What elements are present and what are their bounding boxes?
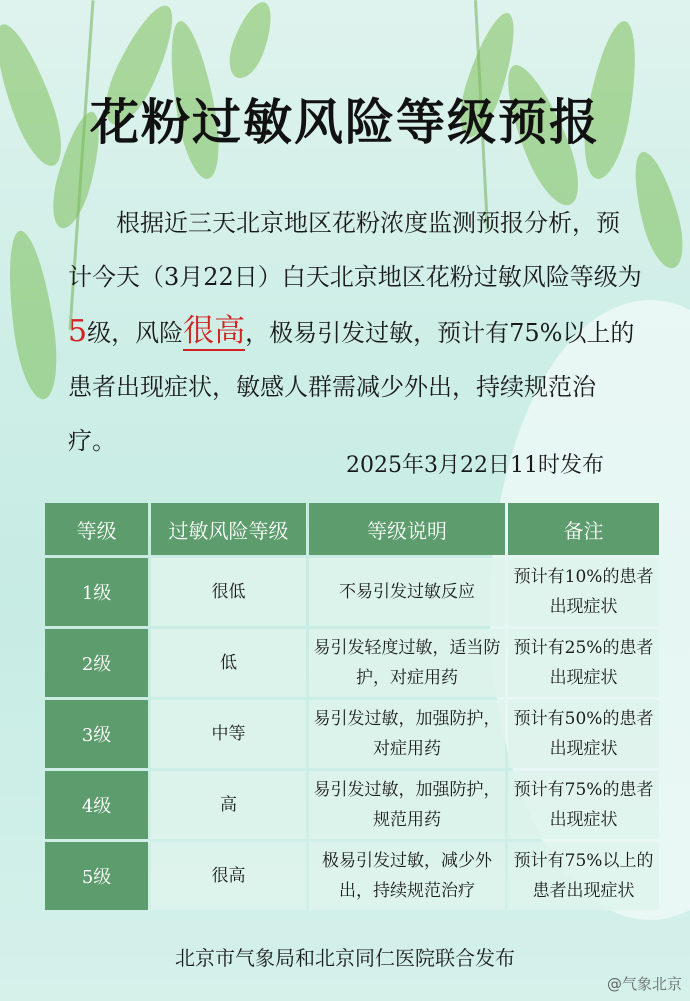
description-cell: 不易引发过敏反应 — [309, 558, 505, 626]
column-header: 等级说明 — [309, 503, 505, 555]
table-row — [45, 629, 659, 697]
note-cell: 预计有10%的患者出现症状 — [508, 558, 659, 626]
risk-cell: 中等 — [151, 700, 306, 768]
level-cell: 3级 — [45, 700, 148, 768]
risk-cell: 高 — [151, 771, 306, 839]
column-header: 备注 — [508, 503, 659, 555]
page-title: 花粉过敏风险等级预报 — [89, 94, 600, 151]
table-header-row — [45, 503, 659, 555]
note-cell: 预计有75%的患者出现症状 — [508, 771, 659, 839]
description-cell: 极易引发过敏，减少外出，持续规范治疗 — [309, 842, 505, 910]
note-cell: 预计有25%的患者出现症状 — [508, 629, 659, 697]
note-cell: 预计有75%以上的患者出现症状 — [508, 842, 659, 910]
intro-text-3: ，极易引发过敏，预计有75%以上的患者出现症状，敏感人群需减少外出，持续规范治疗。 — [68, 319, 635, 455]
table-row — [45, 842, 659, 910]
description-cell: 易引发轻度过敏，适当防护，对症用药 — [309, 629, 505, 697]
intro-text-2: 级，风险 — [87, 319, 184, 347]
description-cell: 易引发过敏，加强防护，规范用药 — [309, 771, 505, 839]
column-header: 等级 — [45, 503, 148, 555]
level-cell: 4级 — [45, 771, 148, 839]
intro-text-1: 根据近三天北京地区花粉浓度监测预报分析，预计今天（3月22日）白天北京地区花粉过敏风险等级为 — [68, 209, 642, 291]
level-cell: 1级 — [45, 558, 148, 626]
risk-level-number: 5 — [68, 314, 88, 349]
risk-cell: 低 — [151, 629, 306, 697]
description-cell: 易引发过敏，加强防护，对症用药 — [309, 700, 505, 768]
level-cell: 2级 — [45, 629, 148, 697]
level-cell: 5级 — [45, 842, 148, 910]
table-row — [45, 771, 659, 839]
risk-level-label: 很高 — [183, 313, 246, 349]
risk-cell: 很高 — [151, 842, 306, 910]
publisher-footer: 北京市气象局和北京同仁医院联合发布 — [175, 946, 515, 970]
weibo-watermark: @气象北京 — [606, 975, 682, 993]
note-cell: 预计有50%的患者出现症状 — [508, 700, 659, 768]
table-row — [45, 700, 659, 768]
forecast-paragraph — [68, 196, 643, 468]
table-row — [45, 558, 659, 626]
risk-cell: 很低 — [151, 558, 306, 626]
issue-date: 2025年3月22日11时发布 — [346, 453, 604, 478]
column-header: 过敏风险等级 — [151, 503, 306, 555]
risk-level-table — [42, 500, 662, 913]
